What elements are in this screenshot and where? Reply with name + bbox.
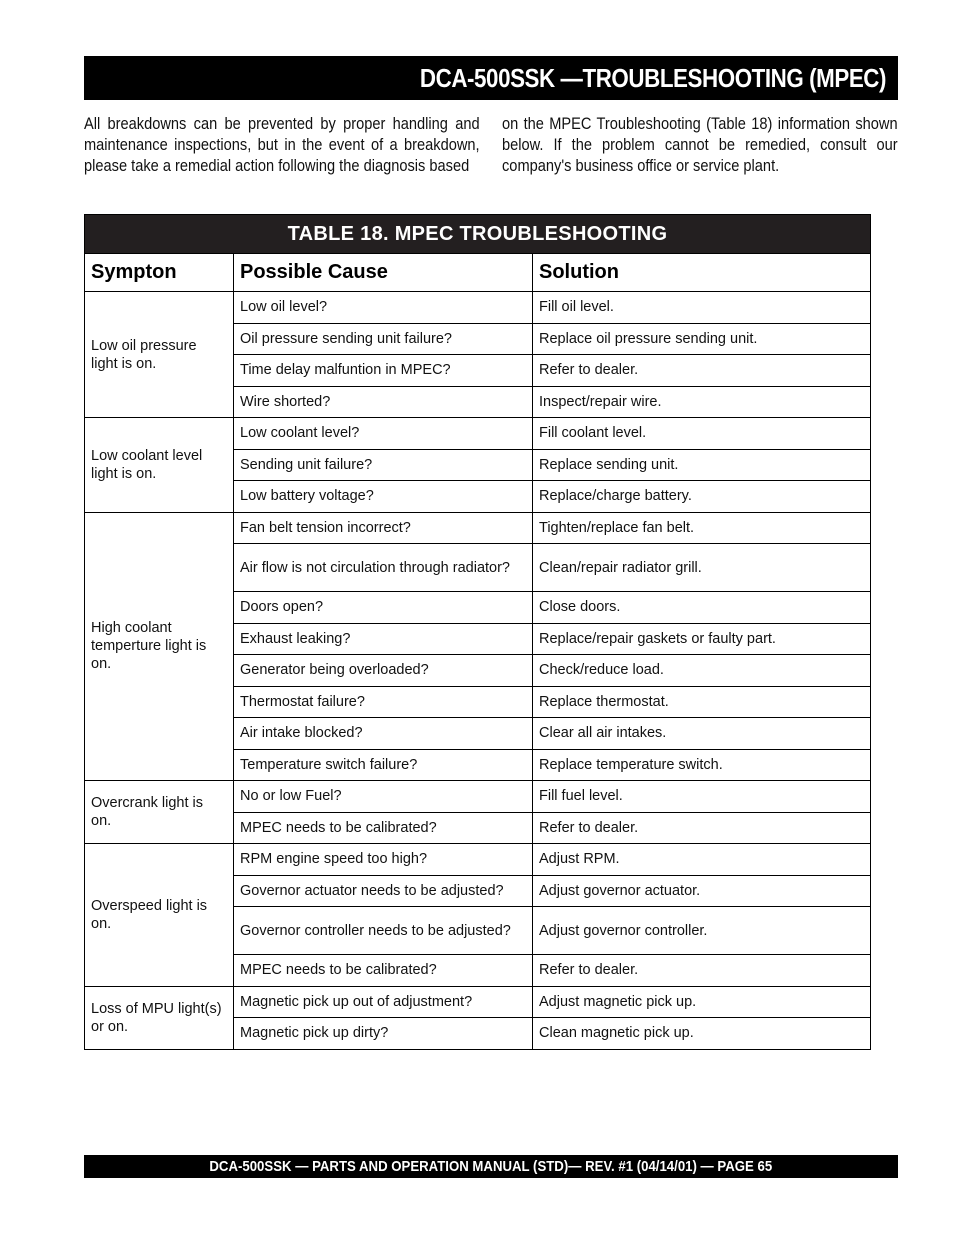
footer-text: DCA-500SSK — PARTS AND OPERATION MANUAL (STD)— REV. #1 (04/14/01) — PAGE 65 — [209, 1158, 773, 1175]
cause-cell: RPM engine speed too high? — [234, 844, 533, 876]
cause-cell: Temperature switch failure? — [234, 749, 533, 781]
cause-cell: Governor actuator needs to be adjusted? — [234, 875, 533, 907]
solution-cell: Clean/repair radiator grill. — [533, 544, 871, 592]
table-header-row — [85, 254, 871, 292]
page-title: DCA-500SSK —TROUBLESHOOTING (MPEC) — [419, 62, 886, 93]
solution-cell: Close doors. — [533, 592, 871, 624]
table-row — [85, 986, 871, 1018]
symptom-cell: Overcrank light is on. — [85, 781, 234, 844]
solution-cell: Check/reduce load. — [533, 655, 871, 687]
solution-cell: Adjust RPM. — [533, 844, 871, 876]
symptom-cell: Loss of MPU light(s) or on. — [85, 986, 234, 1049]
cause-cell: Magnetic pick up out of adjustment? — [234, 986, 533, 1018]
cause-cell: Oil pressure sending unit failure? — [234, 323, 533, 355]
solution-cell: Fill fuel level. — [533, 781, 871, 813]
cause-cell: Generator being overloaded? — [234, 655, 533, 687]
solution-cell: Clean magnetic pick up. — [533, 1018, 871, 1050]
symptom-cell: Overspeed light is on. — [85, 844, 234, 987]
solution-cell: Adjust governor controller. — [533, 907, 871, 955]
troubleshooting-table — [84, 214, 871, 1050]
page-footer — [84, 1155, 898, 1178]
solution-cell: Replace sending unit. — [533, 449, 871, 481]
intro-left-column — [84, 113, 480, 176]
table-body — [85, 292, 871, 1050]
cause-cell: Time delay malfuntion in MPEC? — [234, 355, 533, 387]
cause-cell: No or low Fuel? — [234, 781, 533, 813]
table-caption-row — [85, 215, 871, 254]
cause-cell: Air flow is not circulation through radiator? — [234, 544, 533, 592]
table-row — [85, 844, 871, 876]
cause-cell: Wire shorted? — [234, 386, 533, 418]
cause-cell: Doors open? — [234, 592, 533, 624]
intro-left-text: All breakdowns can be prevented by proper handling and maintenance inspections, but in the event of a breakdown, please take a remedial action following the diagnosis based — [84, 114, 480, 175]
intro-right-text: on the MPEC Troubleshooting (Table 18) information shown below. If the problem cannot be remedied, consult our company's business office or service plant. — [502, 114, 898, 175]
cause-cell: Air intake blocked? — [234, 718, 533, 750]
cause-cell: Low battery voltage? — [234, 481, 533, 513]
solution-cell: Refer to dealer. — [533, 955, 871, 987]
solution-cell: Fill oil level. — [533, 292, 871, 324]
cause-cell: Sending unit failure? — [234, 449, 533, 481]
solution-cell: Replace thermostat. — [533, 686, 871, 718]
solution-cell: Clear all air intakes. — [533, 718, 871, 750]
solution-cell: Fill coolant level. — [533, 418, 871, 450]
solution-cell: Replace temperature switch. — [533, 749, 871, 781]
cause-cell: Magnetic pick up dirty? — [234, 1018, 533, 1050]
table-row — [85, 418, 871, 450]
solution-cell: Refer to dealer. — [533, 812, 871, 844]
cause-cell: MPEC needs to be calibrated? — [234, 955, 533, 987]
cause-cell: Low oil level? — [234, 292, 533, 324]
solution-cell: Refer to dealer. — [533, 355, 871, 387]
column-header-cause: Possible Cause — [234, 254, 533, 292]
cause-cell: Low coolant level? — [234, 418, 533, 450]
column-header-symptom: Sympton — [85, 254, 234, 292]
cause-cell: Thermostat failure? — [234, 686, 533, 718]
solution-cell: Tighten/replace fan belt. — [533, 512, 871, 544]
page-title-bar — [84, 56, 898, 100]
table-row — [85, 781, 871, 813]
table-caption: TABLE 18. MPEC TROUBLESHOOTING — [85, 215, 871, 254]
symptom-cell: Low coolant level light is on. — [85, 418, 234, 513]
cause-cell: Fan belt tension incorrect? — [234, 512, 533, 544]
solution-cell: Replace oil pressure sending unit. — [533, 323, 871, 355]
cause-cell: Governor controller needs to be adjusted? — [234, 907, 533, 955]
intro-right-column — [502, 113, 898, 176]
cause-cell: Exhaust leaking? — [234, 623, 533, 655]
solution-cell: Replace/repair gaskets or faulty part. — [533, 623, 871, 655]
cause-cell: MPEC needs to be calibrated? — [234, 812, 533, 844]
solution-cell: Adjust governor actuator. — [533, 875, 871, 907]
symptom-cell: High coolant temperture light is on. — [85, 512, 234, 781]
table-row — [85, 512, 871, 544]
solution-cell: Inspect/repair wire. — [533, 386, 871, 418]
column-header-solution: Solution — [533, 254, 871, 292]
solution-cell: Replace/charge battery. — [533, 481, 871, 513]
table-row — [85, 292, 871, 324]
solution-cell: Adjust magnetic pick up. — [533, 986, 871, 1018]
symptom-cell: Low oil pressure light is on. — [85, 292, 234, 418]
